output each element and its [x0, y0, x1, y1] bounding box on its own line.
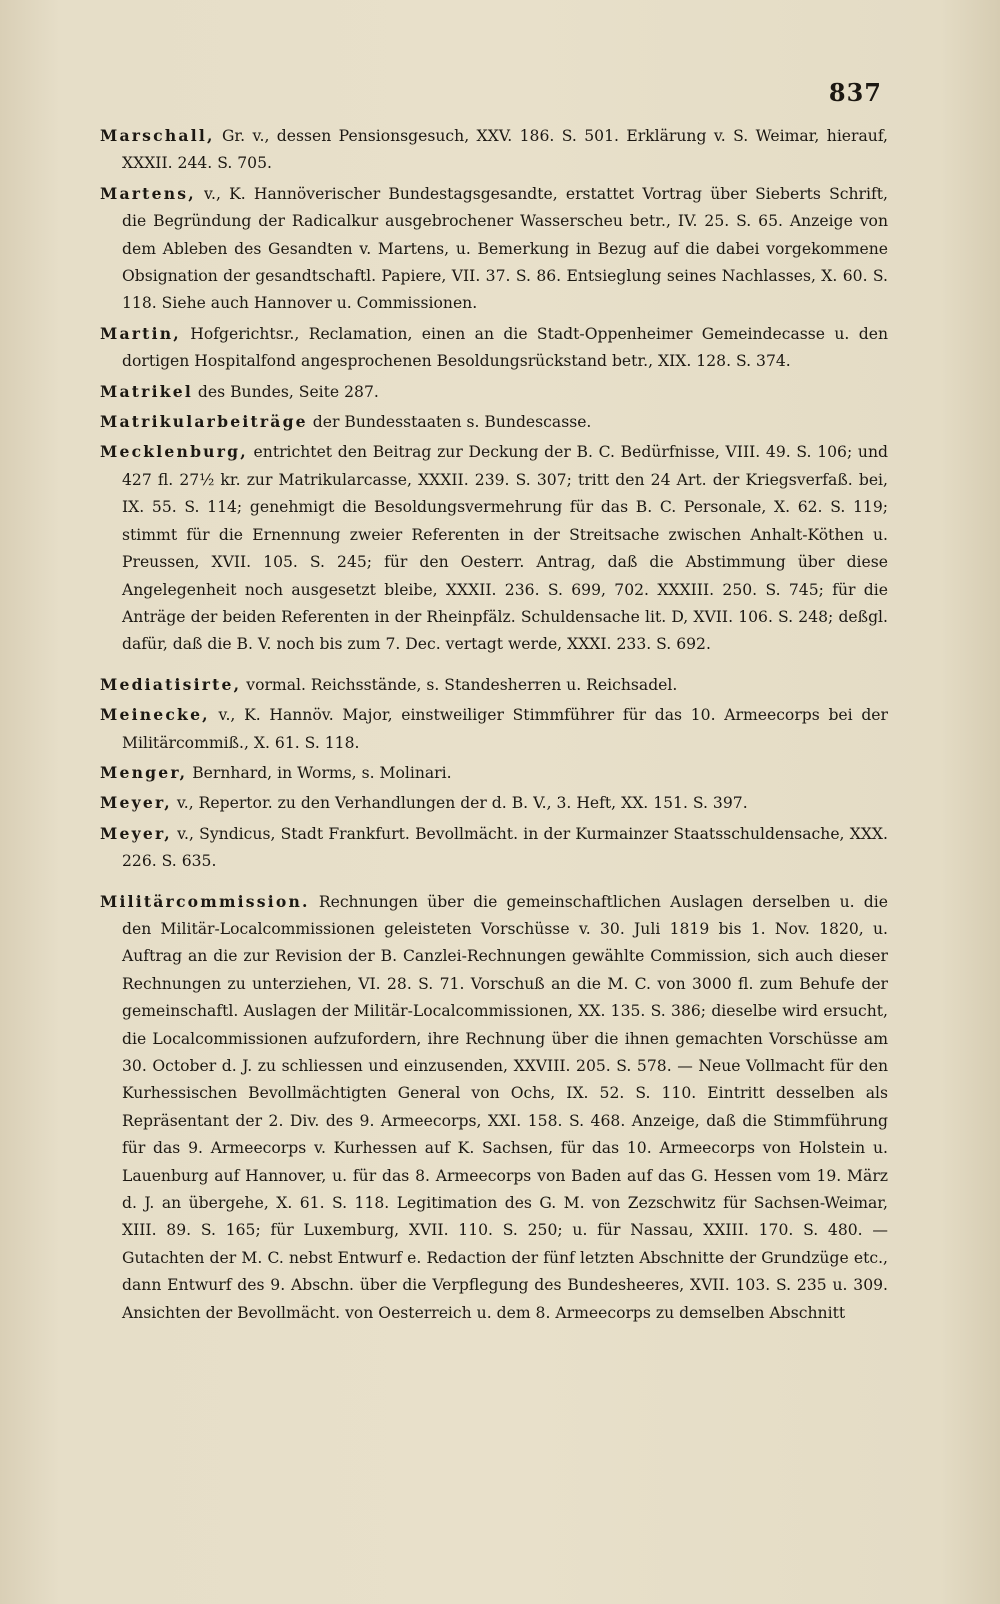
entry-text: v., K. Hannöverischer Bundestagsgesandte, erstattet Vortrag über Sieberts Schrift, die Begründung der Radicalkur ausgebrochener Wasserscheu betr., IV. 25. S. 65. Anzeige von dem Ableben des Gesandten v. Martens, u. Bemerkung in Bezug auf die dabei vorgekommene Obsignation der gesandtschaftl. Papiere, VII. 37. S. 86. Entsieglung seines Nachlasses, X. 60. S. 118. Siehe auch Hannover u. Commissionen.	[122, 184, 888, 313]
entry-heading: Meyer,	[100, 793, 172, 813]
index-entries	[100, 122, 888, 1329]
entry-text: v., Repertor. zu den Verhandlungen der d. B. V., 3. Heft, XX. 151. S. 397.	[171, 794, 748, 813]
entry-heading: Martin,	[100, 323, 181, 343]
entry-heading: Marschall,	[100, 126, 215, 145]
entry-text: Rechnungen über die gemeinschaftlichen Auslagen derselben u. die den Militär-Localcommissionen geleisteten Vorschüsse v. 30. Juli 1819 bis 1. Nov. 1820, u. Auftrag an die zur Revision der B. Canzlei-Rechnungen gewählte Commission, sich auch dieser Rechnungen zu unterziehen, VI. 28. S. 71. Vorschuß an die M. C. von 3000 fl. zum Behufe der gemeinschaftl. Auslagen der Militär-Localcommissionen, XX. 135. S. 386; dieselbe wird ersucht, die Localcommissionen aufzufordern, ihre Rechnung über die ihnen gemachten Vorschüsse am 30. October d. J. zu schliessen und einzusenden, XXVIII. 205. S. 578. — Neue Vollmacht für den Kurhessischen Bevollmächtigten General von Ochs, IX. 52. S. 110. Eintritt desselben als Repräsentant der 2. Div. des 9. Armeecorps, XXI. 158. S. 468. Anzeige, daß die Stimmführung für das 9. Armeecorps v. Kurhessen auf K. Sachsen, für das 10. Armeecorps von Holstein u. Lauenburg auf Hannover, u. für das 8. Armeecorps von Baden auf das G. Hessen vom 19. März d. J. an übergehe, X. 61. S. 118. Legitimation des G. M. von Zezschwitz für Sachsen-Weimar, XIII. 89. S. 165; für Luxemburg, XVII. 110. S. 250; u. für Nassau, XXIII. 170. S. 480. — Gutachten der M. C. nebst Entwurf e. Redaction der fünf letzten Abschnitte der Grundzüge etc., dann Entwurf des 9. Abschn. über die Verpflegung des Bundesheeres, XVII. 103. S. 235 u. 309. Ansichten der Bevollmächt. von Oesterreich u. dem 8. Armeecorps zu demselben Abschnitt	[122, 892, 888, 1322]
entry-text: des Bundes, Seite 287.	[192, 382, 379, 401]
entry-text: v., Syndicus, Stadt Frankfurt. Bevollmächt. in der Kurmainzer Staatsschuldensache, XXX. 226. S. 635.	[122, 824, 888, 871]
entry-heading: Martens,	[100, 183, 196, 203]
index-entry	[100, 378, 888, 406]
index-entry	[100, 122, 888, 178]
index-entry	[100, 438, 888, 658]
entry-heading: Meyer,	[100, 823, 172, 843]
entry-text: Bernhard, in Worms, s. Molinari.	[187, 763, 452, 782]
entry-text: entrichtet den Beitrag zur Deckung der B. C. Bedürfnisse, VIII. 49. S. 106; und 427 fl. 27½ kr. zur Matrikularcasse, XXXII. 239. S. 307; tritt den 24 Art. der Kriegsverfaß. bei, IX. 55. S. 114; genehmigt die Besoldungsvermehrung für das B. C. Personale, X. 62. S. 119; stimmt für die Ernennung zweier Referenten in der Streitsache zwischen Anhalt-Köthen u. Preussen, XVII. 105. S. 245; für den Oesterr. Antrag, daß die Abstimmung über diese Angelegenheit noch ausgesetzt bleibe, XXXII. 236. S. 699, 702. XXXIII. 250. S. 745; für die Anträge der beiden Referenten in der Rheinpfälz. Schuldensache lit. D, XVII. 106. S. 248; deßgl. dafür, daß die B. V. noch bis zum 7. Dec. vertagt werde, XXXI. 233. S. 692.	[122, 443, 888, 654]
index-entry	[100, 408, 888, 436]
index-entry	[100, 759, 888, 787]
entry-heading: Menger,	[100, 762, 188, 782]
index-entry	[100, 820, 888, 876]
index-entry	[100, 671, 888, 699]
entry-heading: Militärcommission.	[100, 891, 310, 911]
entry-text: vormal. Reichsstände, s. Standesherren u. Reichsadel.	[241, 675, 678, 694]
index-entry	[100, 320, 888, 376]
entry-heading: Matrikularbeiträge	[100, 412, 308, 432]
entry-heading: Meinecke,	[100, 705, 210, 725]
entry-heading: Mediatisirte,	[100, 674, 242, 694]
index-entry	[100, 789, 888, 817]
entry-heading: Mecklenburg,	[100, 442, 248, 462]
entry-text: Gr. v., dessen Pensionsgesuch, XXV. 186. S. 501. Erklärung v. S. Weimar, hierauf, XXXII. 244. S. 705.	[122, 127, 888, 173]
entry-heading: Matrikel	[100, 381, 193, 401]
entry-text: v., K. Hannöv. Major, einstweiliger Stimmführer für das 10. Armeecorps bei der Militärcommiß., X. 61. S. 118.	[122, 706, 888, 752]
index-entry	[100, 701, 888, 757]
entry-text: der Bundesstaaten s. Bundescasse.	[307, 413, 592, 432]
index-entry	[100, 888, 888, 1328]
entry-text: Hofgerichtsr., Reclamation, einen an die Stadt-Oppenheimer Gemeindecasse u. den dortigen Hospitalfond angesprochenen Besoldungsrückstand betr., XIX. 128. S. 374.	[122, 324, 888, 371]
index-entry	[100, 180, 888, 318]
page-number: 837	[828, 78, 882, 107]
